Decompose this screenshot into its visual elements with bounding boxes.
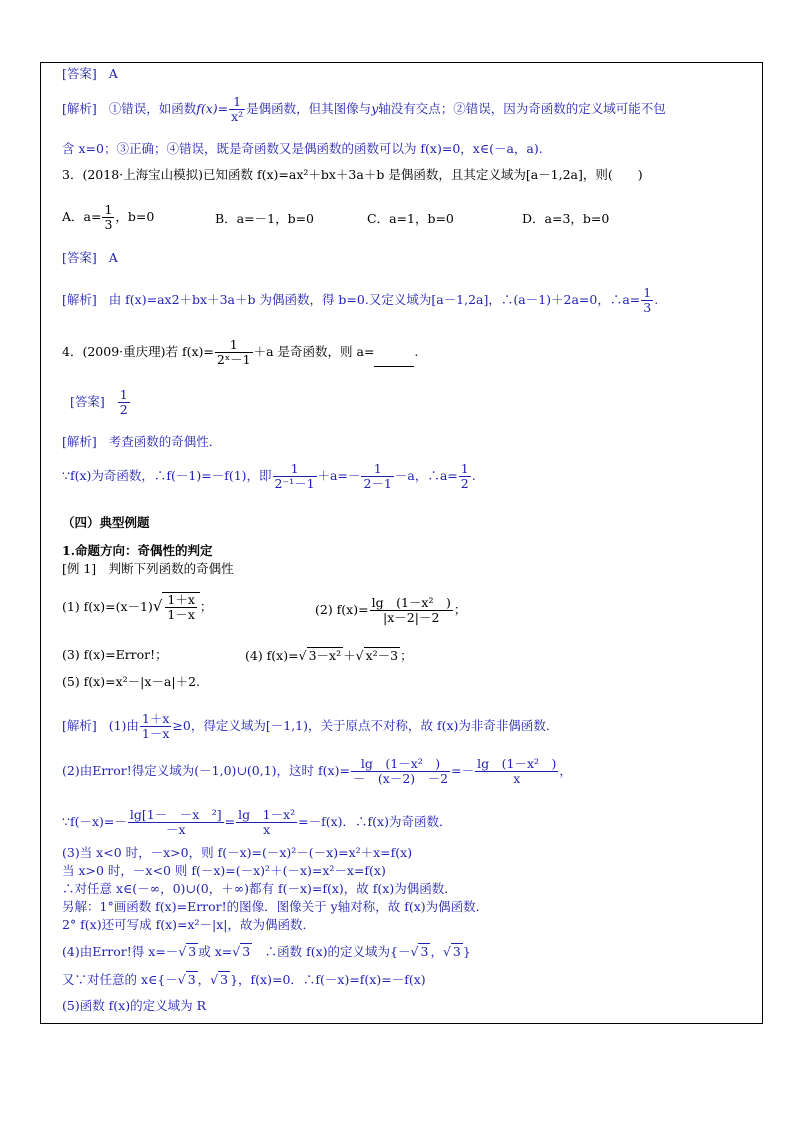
direction-title: 1.命题方向：奇偶性的判定: [62, 543, 213, 558]
sol-4b: 又∵对任意的 x∈{－√ 3 ，√ 3 }，f(x)=0．∴f(－x)=f(x)=－f(x): [62, 972, 426, 987]
q3-analysis: [解析] 由 f(x)=ax2＋bx＋3a＋b 为偶函数，得 b=0.又定义域为[a－1,2a]，∴(a－1)＋2a=0，∴a= $\frac{1}{3}$ .: [62, 285, 659, 315]
answer-tag: [答案]: [62, 250, 97, 265]
fraction: $\frac{1}{\text{x²}}$: [231, 94, 244, 124]
sol-3-line3: ∴对任意 x∈(－∞，0)∪(0，＋∞)都有 f(－x)=f(x)，故 f(x)为偶函数．: [62, 881, 457, 896]
sol-5: (5)函数 f(x)的定义域为 R: [62, 998, 206, 1013]
sol-4: (4)由Error!得 x=－√ 3 或 x=√ 3 ∴函数 f(x)的定义域为{－√ 3 ，√ 3 }: [62, 944, 471, 959]
q4-stem: 4．(2009·重庆理)若 f(x)= $\frac{1}{\text{2ˣ－1}}$ ＋a 是奇函数，则 a= .: [62, 337, 419, 367]
answer-tag: [答案]: [62, 66, 97, 81]
option-b: B．a=－1，b=0: [215, 211, 314, 226]
answer-value: A: [108, 66, 118, 81]
q4-answer-line: [答案] $\frac{1}{2}$: [70, 387, 128, 417]
ex-item-5: (5) f(x)=x²－|x－a|＋2.: [62, 674, 200, 689]
sol-2: (2)由Error!得定义域为(－1,0)∪(0,1)，这时 f(x)= $\frac{\text{lg (1－x² )}}{- (x-2) -2}$ =－ $\frac{\text{lg (1－x² )}}{x}$ ，: [62, 756, 572, 786]
option-c: C．a=1，b=0: [367, 211, 454, 226]
analysis-tag: [解析]: [62, 718, 97, 733]
q2-analysis-line2: 含 x=0；③正确；④错误，既是奇函数又是偶函数的函数可以为 f(x)=0，x∈(－a，a).: [62, 141, 543, 156]
ex-item-3: (3) f(x)=Error!；: [62, 647, 168, 662]
sol-3-line1: (3)当 x<0 时，－x>0，则 f(－x)=(－x)²－(－x)=x²＋x=f(x): [62, 845, 413, 860]
example-heading: [例 1] 判断下列函数的奇偶性: [62, 561, 234, 576]
section-title: （四）典型例题: [62, 515, 150, 530]
sol-2b: ∵f(－x)=－ $\frac{\text{lg[1－ －x ²]}}{-x}$ = $\frac{\text{lg 1－x²}}{x}$ =－f(x)．∴f(x)为奇函数．: [62, 807, 452, 837]
answer-blank: [374, 354, 414, 367]
ex-item-4: (4) f(x)=√ 3－x² ＋√ x²－3 ；: [245, 648, 413, 663]
analysis-tag: [解析]: [62, 434, 97, 449]
q3-options: [62, 203, 154, 232]
option-d: D．a=3，b=0: [522, 211, 610, 226]
answer-tag: [答案]: [70, 394, 105, 409]
ex-item-1: (1) f(x)=(x－1)√ $\frac{1+x}{1-x}$ ；: [62, 592, 213, 622]
q4-analysis-line1: [解析] 考查函数的奇偶性．: [62, 434, 222, 449]
ex-item-2: (2) f(x)= $\frac{\text{lg (1－x² )}}{|x-2|-2}$ ；: [315, 595, 467, 625]
answer-value: A: [108, 250, 118, 265]
q3-answer-line: [62, 250, 118, 266]
sol-3-line2: 当 x>0 时，－x<0 则 f(－x)=(－x)²＋(－x)=x²－x=f(x): [62, 863, 386, 878]
analysis-tag: [解析]: [62, 292, 97, 307]
option-a: A．a= $\frac{1}{3}$ ，b=0: [62, 202, 155, 232]
sol-3-line4: 另解：1°画函数 f(x)=Error!的图像．图像关于 y轴对称，故 f(x)为偶函数．: [62, 899, 489, 914]
sol-1: [解析] (1)由 $\frac{1+x}{1-x}$ ≥0，得定义域为[－1,1)，关于原点不对称，故 f(x)为非奇非偶函数．: [62, 711, 559, 741]
sol-3-line5: 2° f(x)还可写成 f(x)=x²－|x|，故为偶函数．: [62, 917, 316, 932]
q2-analysis-line1: [解析] ①错误，如函数f(x)= $\frac{1}{\text{x²}}$ 是偶函数，但其图像与y轴没有交点；②错误，因为奇函数的定义域可能不包: [62, 94, 666, 124]
q4-analysis-line2: ∵f(x)为奇函数，∴f(－1)=－f(1)，即 $\frac{1}{\text{2⁻¹－1}}$ ＋a=－ $\frac{1}{2-1}$ －a，∴a= $\frac{1}{2}$ .: [62, 461, 476, 491]
q2-answer-line: [62, 66, 118, 82]
analysis-tag: [解析]: [62, 101, 97, 116]
q3-stem: 3．(2018·上海宝山模拟)已知函数 f(x)=ax²＋bx＋3a＋b 是偶函数，且其定义域为[a－1,2a]，则( ): [62, 167, 643, 182]
